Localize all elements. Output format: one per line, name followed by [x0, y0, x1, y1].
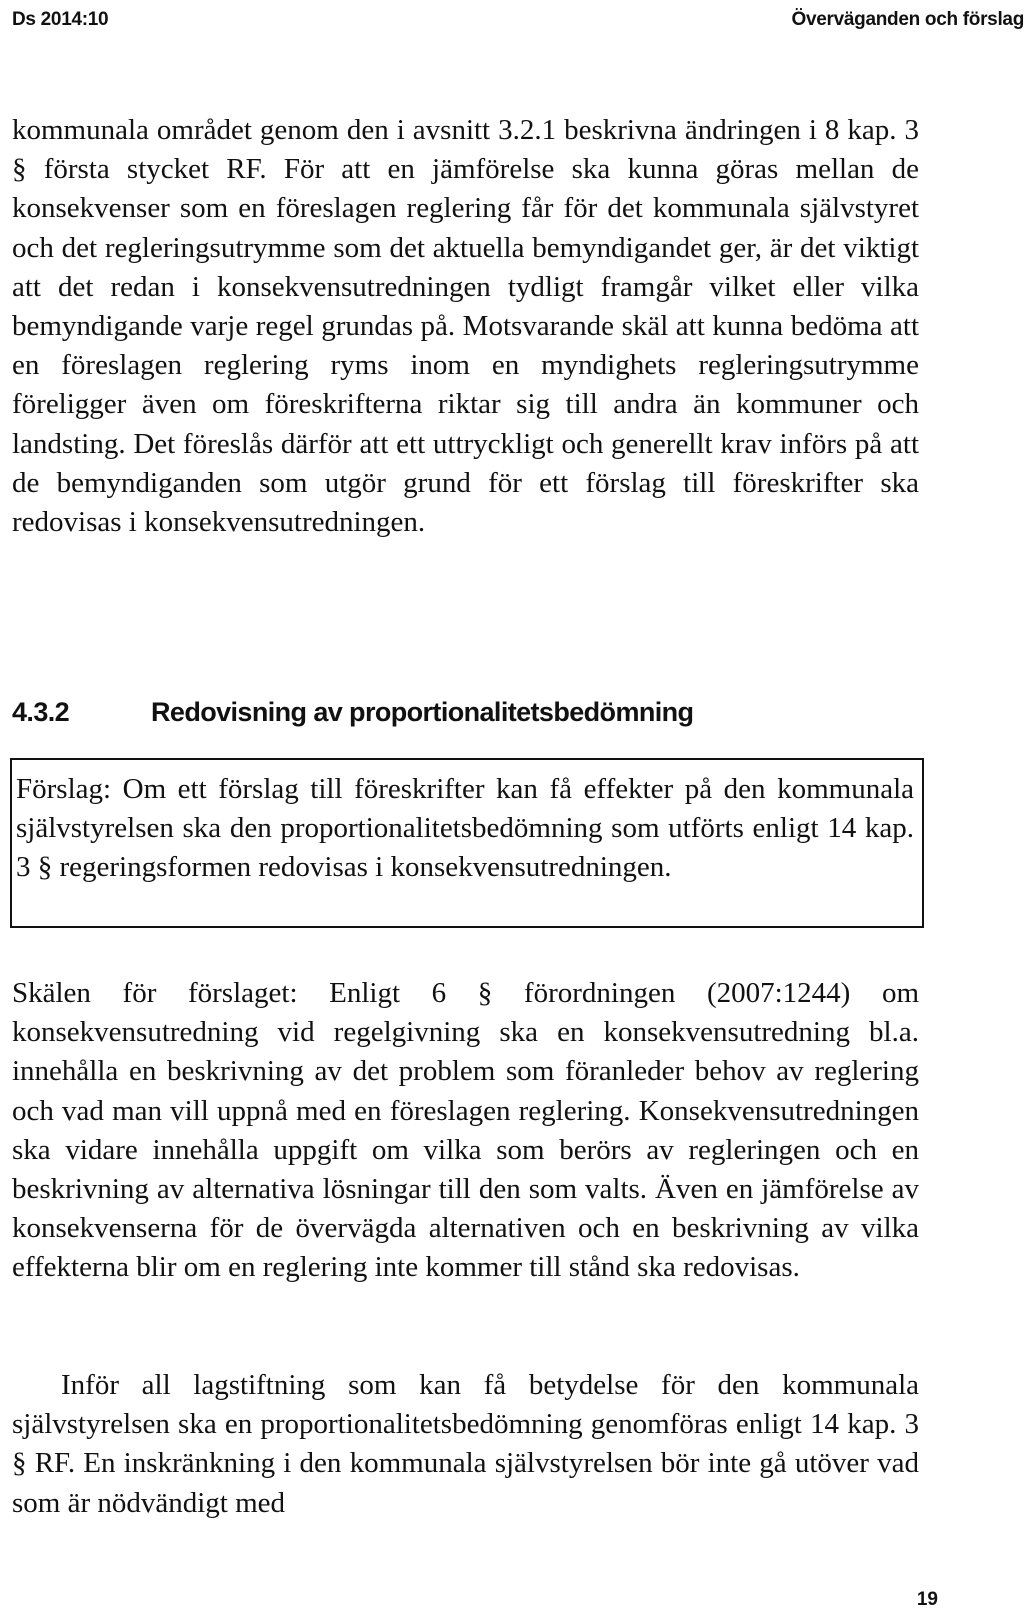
paragraph-intro: kommunala området genom den i avsnitt 3.2.1 beskrivna ändringen i 8 kap. 3 § första stycket RF. För att en jämförelse ska kunna göras mellan de konsekvenser som en föreslagen reglering får för det kommunala självstyret och det regleringsutrymme som det aktuella bemyndigandet ger, är det viktigt att det redan i konsekvensutredningen tydligt framgår vilket eller vilka bemyndigande varje regel grundas på. Motsvarande skäl att kunna bedöma att en föreslagen reglering ryms inom en myndighets regleringsutrymme föreligger även om föreskrifterna riktar sig till andra än kommuner och landsting. Det föreslås därför att ett uttryckligt och generellt krav införs på att de bemyndiganden som utgör grund för ett förslag till föreskrifter ska redovisas i konsekvensutredningen.: [12, 114, 919, 539]
document-id: Ds 2014:10: [12, 9, 109, 30]
paragraph-legislation: Inför all lagstiftning som kan få betydelse för den kommunala självstyrelsen ska en proportionalitetsbedömning genomföras enligt 14 kap. 3 § RF. En inskränkning i den kommunala självstyrelsen bör inte gå utöver vad som är nödvändigt med: [12, 1369, 919, 1519]
section-heading: [12, 697, 942, 737]
running-header: [12, 9, 1024, 33]
proposal-paragraph: [16, 770, 914, 888]
reasons-text: Enligt 6 § förordningen (2007:1244) om konsekvensutredning vid regelgivning ska en konsekvensutredning bl.a. innehålla en beskrivning av det problem som föranleder behov av reglering och vad man vill uppnå med en föreslagen reglering. Konsekvensutredningen ska vidare innehålla uppgift om vilka som berörs av regleringen och en beskrivning av alternativa lösningar till den som valts. Även en jämförelse av konsekvenserna för de övervägda alternativen och en beskrivning av vilka effekterna blir om en reglering inte kommer till stånd ska redovisas.: [12, 977, 920, 1284]
paragraph-reasons: [12, 974, 919, 1288]
chapter-title: Överväganden och förslag: [791, 9, 1024, 30]
proposal-lead: Förslag:: [16, 773, 112, 805]
proposal-text: Om ett förslag till föreskrifter kan få effekter på den kommunala självstyrelsen ska den proportionalitetsbedömning som utförts enligt 14 kap. 3 § regeringsformen redovisas i konsekvensutredningen.: [16, 773, 915, 884]
section-number: 4.3.2: [12, 697, 70, 727]
proposal-box: [10, 758, 924, 928]
reasons-lead: Skälen för förslaget:: [12, 977, 298, 1009]
section-title: Redovisning av proportionalitetsbedömning: [151, 697, 694, 727]
page-number: 19: [916, 1589, 938, 1610]
